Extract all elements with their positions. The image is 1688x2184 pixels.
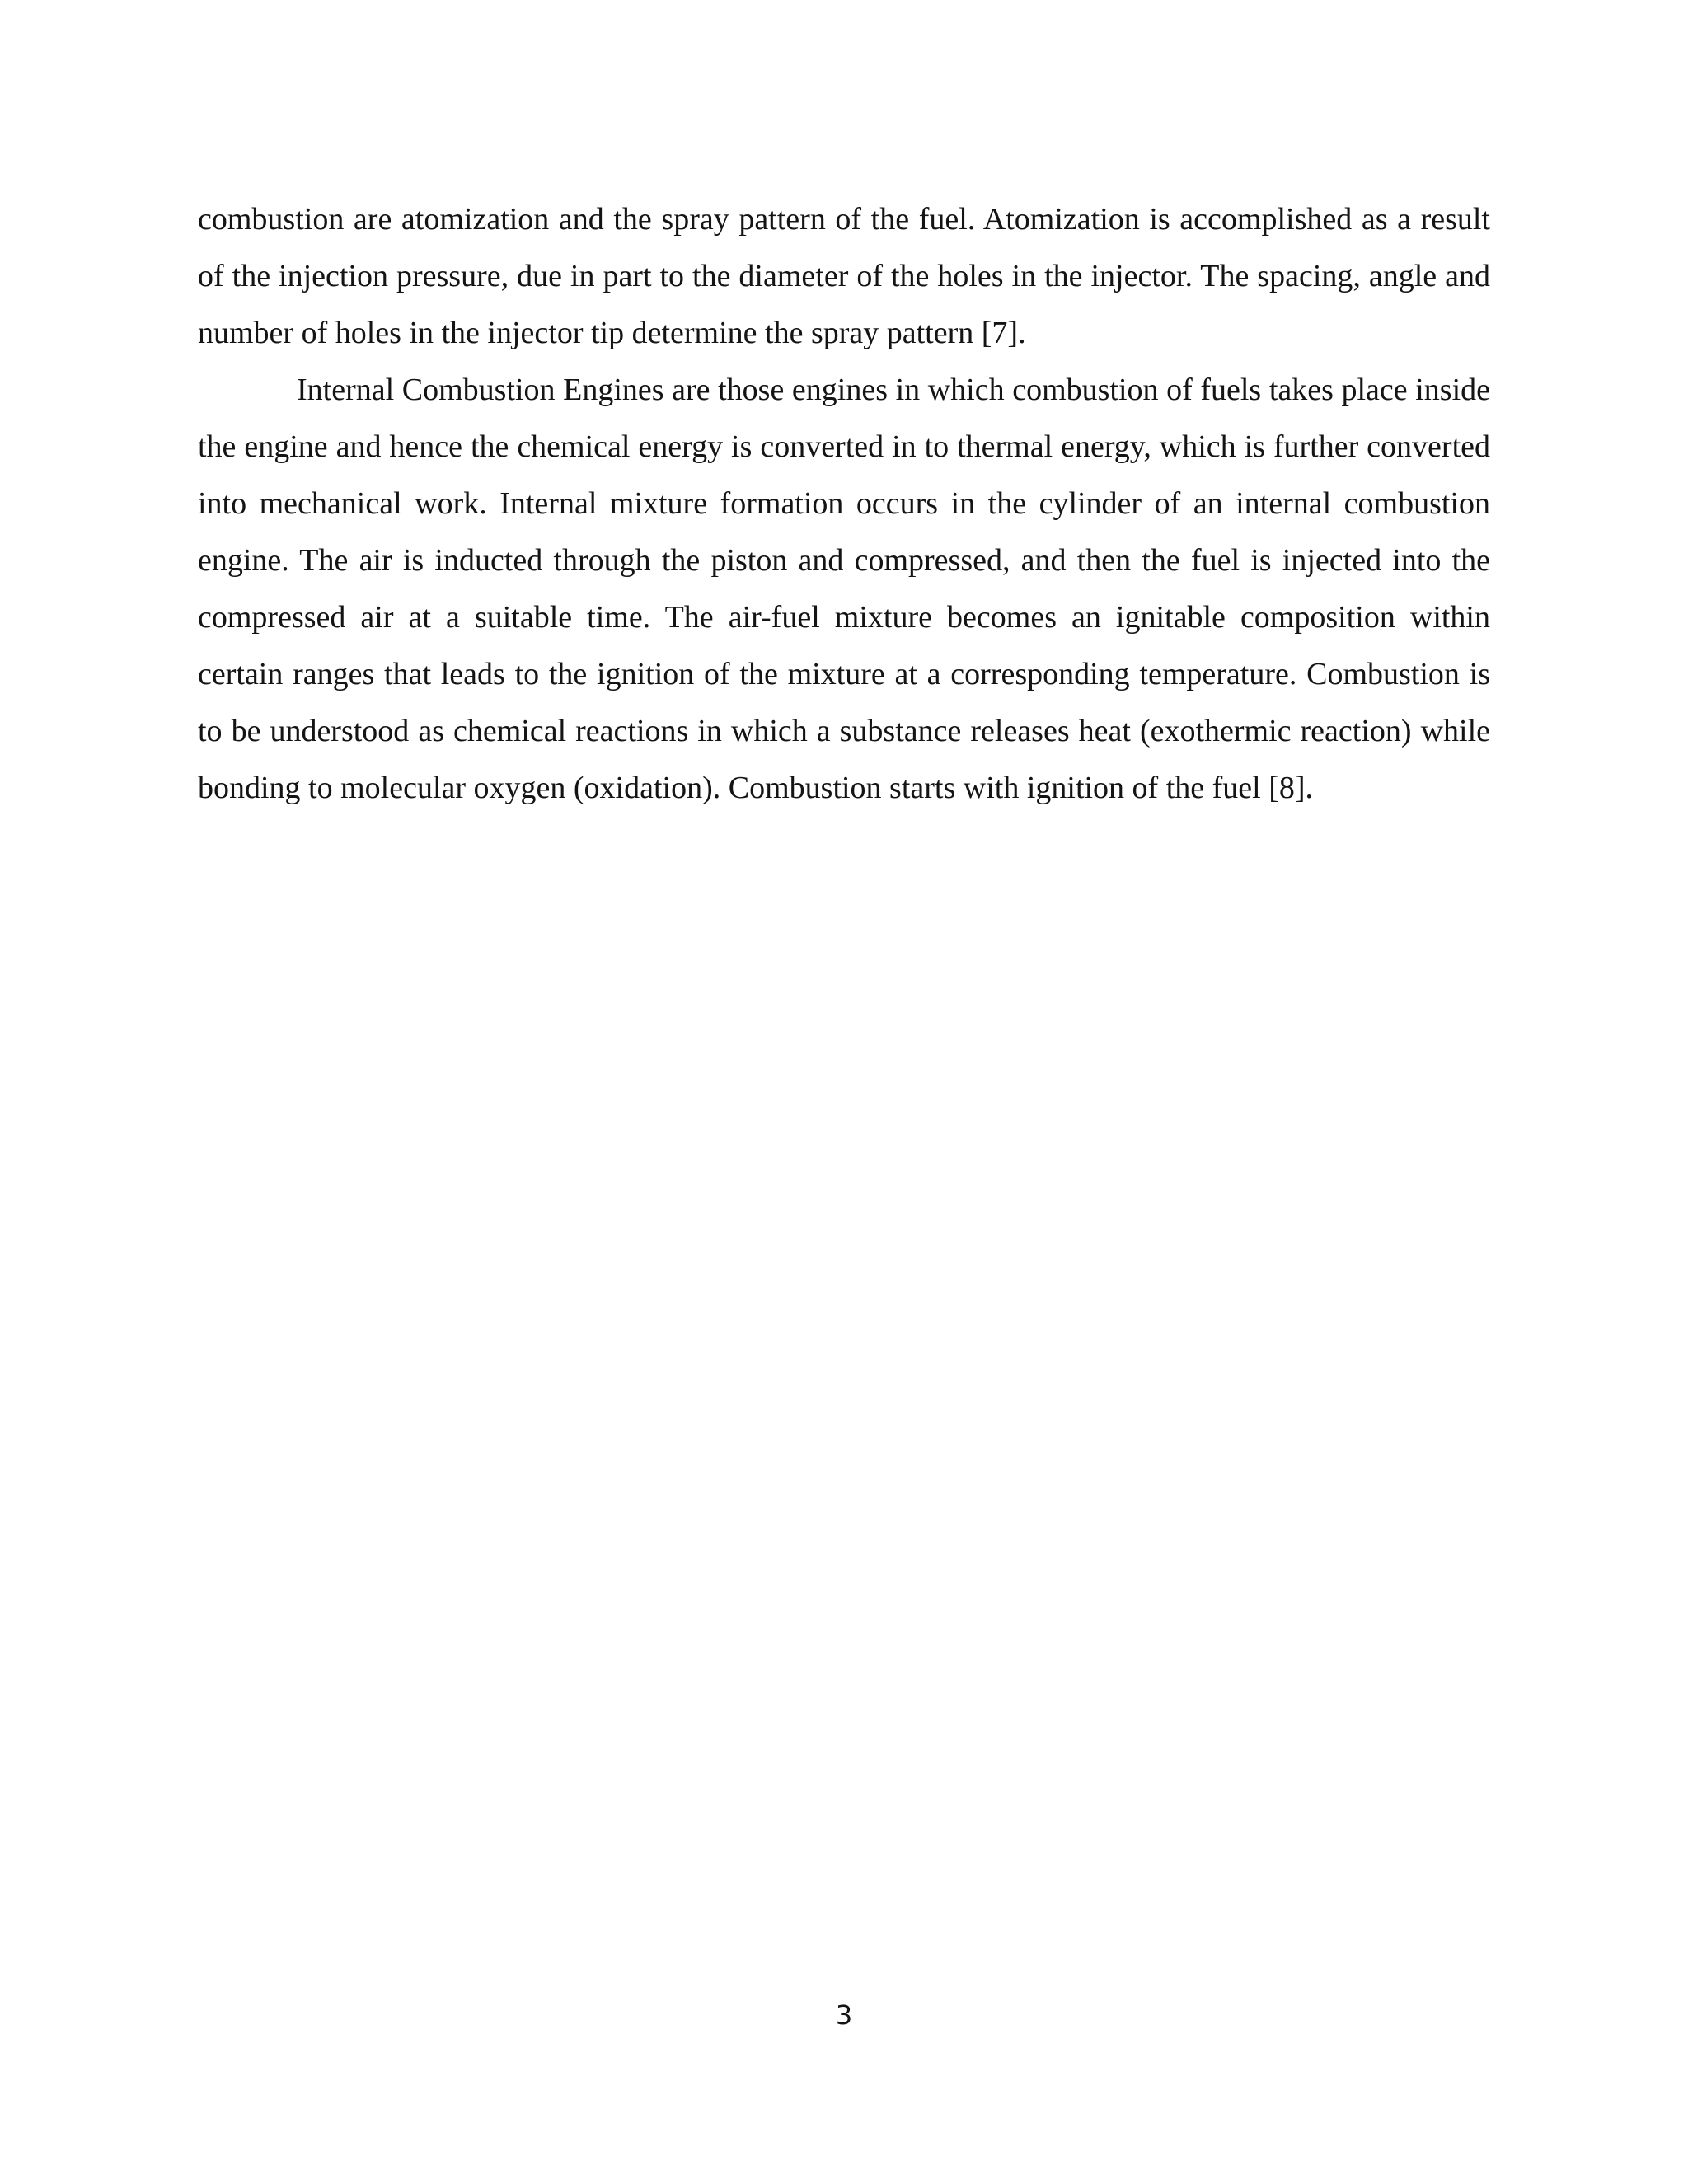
body-text (198, 191, 1490, 817)
paragraph-internal-combustion-engines: Internal Combustion Engines are those engines in which combustion of fuels takes place inside the engine and hence the chemical energy is converted in to thermal energy, which is further converted into mechanical work. Internal mixture formation occurs in the cylinder of an internal combustion engine. The air is inducted through the piston and compressed, and then the fuel is injected into the compressed air at a suitable time. The air-fuel mixture becomes an ignitable composition within certain ranges that leads to the ignition of the mixture at a corresponding temperature. Combustion is to be understood as chemical reactions in which a substance releases heat (exothermic reaction) while bonding to molecular oxygen (oxidation). Combustion starts with ignition of the fuel [8]. (198, 373, 1490, 805)
page-number: 3 (835, 1999, 853, 2031)
paragraph-continuation: combustion are atomization and the spray pattern of the fuel. Atomization is accomplished as a result of the injection pressure, due in part to the diameter of the holes in the injector. The spacing, angle and number of holes in the injector tip determine the spray pattern [7]. (198, 202, 1490, 350)
